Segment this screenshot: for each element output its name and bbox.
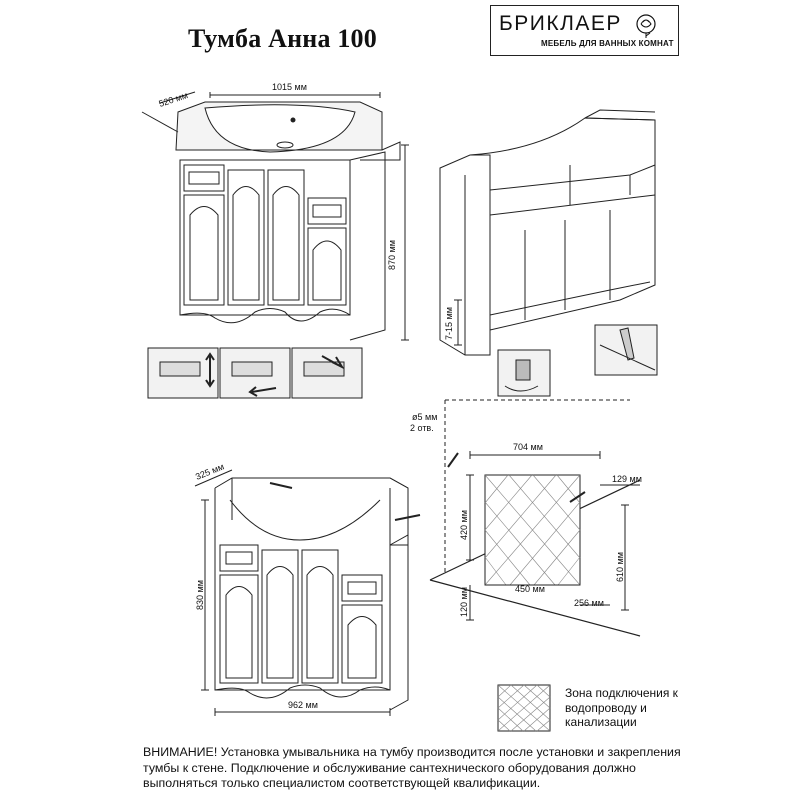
vanity-cabinet-view — [195, 470, 420, 716]
leg-adjust-icons — [498, 325, 657, 396]
vanity-frame-view — [440, 110, 655, 355]
zone-legend-swatch — [498, 685, 550, 731]
hinge-adjust-panels — [148, 348, 362, 398]
dim-offset: 256 мм — [574, 598, 604, 608]
warning-text: Установка умывальника на тумбу производится после установки и закрепления тумбы к стене. Подключение и обслуживание сантехнического оборудования должно выполняться только специалистом соответствующей квалификации. — [143, 745, 681, 790]
page-title: Тумба Анна 100 — [188, 24, 377, 53]
logo-brand: БРИКЛАЕР — [499, 12, 622, 35]
dim-zone-height: 420 мм — [459, 510, 469, 540]
dim-height-top: 870 мм — [387, 240, 397, 270]
dim-hole: ø5 мм — [412, 412, 438, 422]
dim-span: 704 мм — [513, 442, 543, 452]
dim-depth-bottom: 325 мм — [194, 461, 226, 482]
dim-legs: 7-15 мм — [444, 307, 454, 340]
zone-legend-label — [565, 686, 695, 730]
dim-width-bottom: 962 мм — [288, 700, 318, 710]
dim-holes-count: 2 отв. — [410, 423, 434, 433]
vanity-front-view — [142, 92, 409, 340]
dim-zone-width: 450 мм — [515, 584, 545, 594]
dim-floor: 120 мм — [459, 587, 469, 617]
dim-height-bottom: 830 мм — [195, 580, 205, 610]
zone-legend-text: Зона подключения к водопроводу и канализации — [565, 686, 678, 729]
warning-note — [143, 745, 703, 792]
dim-width-top: 1015 мм — [272, 82, 307, 92]
logo-subtitle: МЕБЕЛЬ ДЛЯ ВАННЫХ КОМНАТ — [541, 39, 674, 48]
dim-depth-top: 520 мм — [157, 90, 190, 109]
dim-side: 129 мм — [612, 474, 642, 484]
dim-wall-height: 610 мм — [615, 552, 625, 582]
warning-lead: ВНИМАНИЕ! — [143, 745, 218, 759]
